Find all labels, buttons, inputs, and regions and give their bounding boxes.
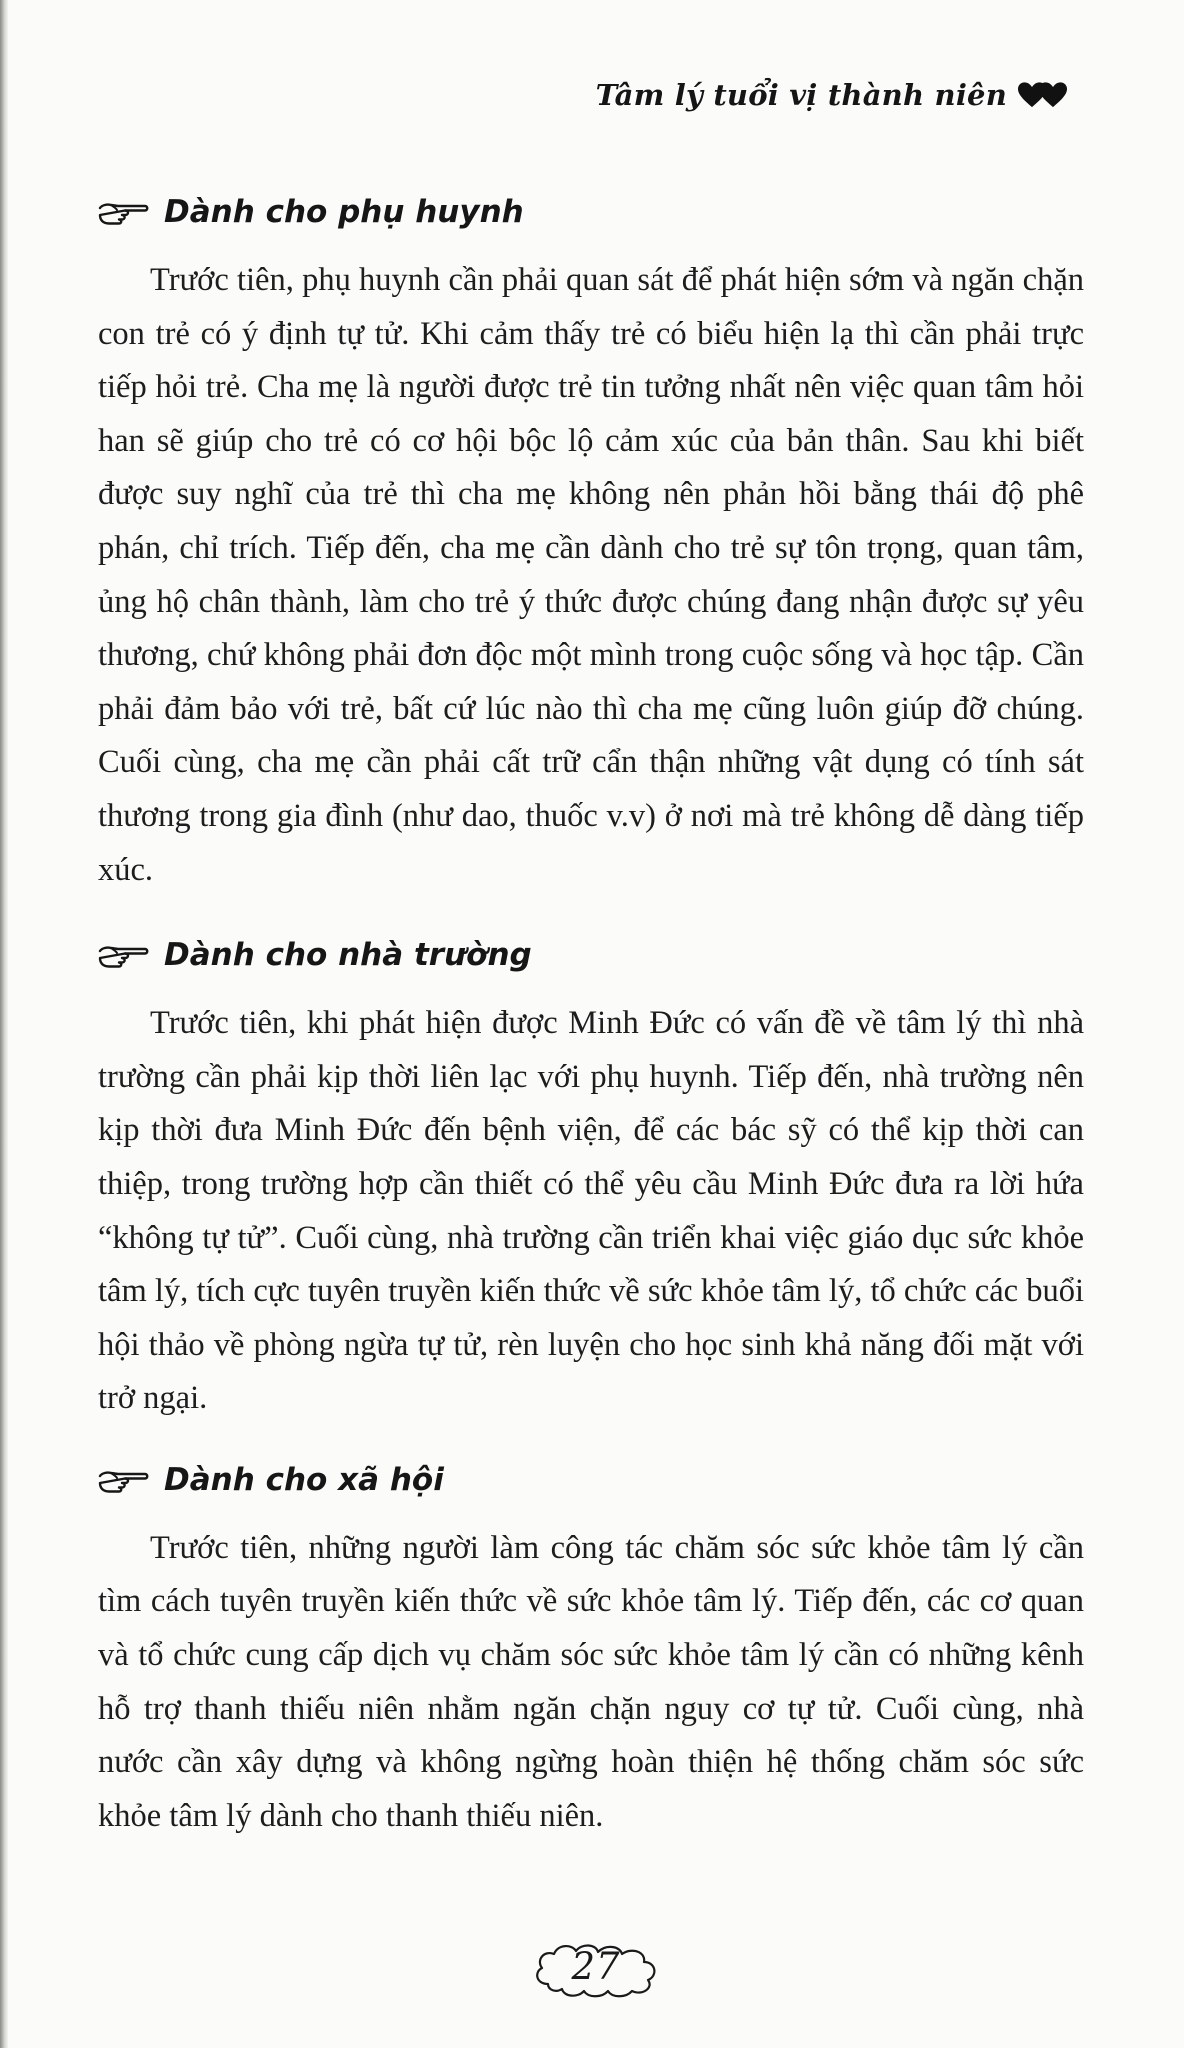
heart-icon — [1038, 81, 1068, 109]
running-header — [596, 78, 1068, 112]
header-title: Tâm lý tuổi vị thành niên — [595, 78, 1007, 112]
pointing-hand-icon — [98, 1467, 150, 1493]
section-heading-text: Dành cho xã hội — [164, 1461, 444, 1498]
section-heading — [98, 1450, 1084, 1510]
section-heading-text: Dành cho phụ huynh — [164, 194, 524, 230]
two-hearts-icon — [1017, 81, 1068, 109]
section-paragraph: Trước tiên, phụ huynh cần phải quan sát để phát hiện sớm và ngăn chặn con trẻ có ý định tự tử. Khi cảm thấy trẻ có biểu hiện lạ thì cần phải trực tiếp hỏi trẻ. Cha mẹ là người được trẻ tin tưởng nhất nên việc quan tâm hỏi han sẽ giúp cho trẻ có cơ hội bộc lộ cảm xúc của bản thân. Sau khi biết được suy nghĩ của trẻ thì cha mẹ không nên phản hồi bằng thái độ phê phán, chỉ trích. Tiếp đến, cha mẹ cần dành cho trẻ sự tôn trọng, quan tâm, ủng hộ chân thành, làm cho trẻ ý thức được chúng đang nhận được sự yêu thương, chứ không phải đơn độc một mình trong cuộc sống và học tập. Cần phải đảm bảo với trẻ, bất cứ lúc nào thì cha mẹ cũng luôn giúp đỡ chúng. Cuối cùng, cha mẹ cần phải cất trữ cẩn thận những vật dụng có tính sát thương trong gia đình (như dao, thuốc v.v) ở nơi mà trẻ không dễ dàng tiếp xúc. — [98, 262, 1084, 888]
book-spine-edge — [0, 0, 8, 2048]
section-paragraph: Trước tiên, những người làm công tác chăm sóc sức khỏe tâm lý cần tìm cách tuyên truyền kiến thức về sức khỏe tâm lý. Tiếp đến, các cơ quan và tổ chức cung cấp dịch vụ chăm sóc sức khỏe tâm lý cần có những kênh hỗ trợ thanh thiếu niên nhằm ngăn chặn nguy cơ tự tử. Cuối cùng, nhà nước cần xây dựng và không ngừng hoàn thiện hệ thống chăm sóc sức khỏe tâm lý dành cho thanh thiếu niên. — [98, 1529, 1084, 1834]
section-parents — [98, 182, 1084, 897]
pointing-hand-icon — [98, 942, 150, 968]
section-heading — [98, 925, 1084, 985]
section-society — [98, 1450, 1084, 1844]
section-heading-text: Dành cho nhà trường — [164, 937, 532, 974]
pointing-hand-icon — [98, 199, 150, 225]
page-number: 27 — [571, 1945, 621, 1988]
page-content — [98, 182, 1084, 1843]
page-number-badge — [530, 1938, 662, 2000]
section-paragraph: Trước tiên, khi phát hiện được Minh Đức có vấn đề về tâm lý thì nhà trường cần phải kịp thời liên lạc với phụ huynh. Tiếp đến, nhà trường nên kịp thời đưa Minh Đức đến bệnh viện, để các bác sỹ có thể kịp thời can thiệp, trong trường hợp cần thiết có thể yêu cầu Minh Đức đưa ra lời hứa “không tự tử”. Cuối cùng, nhà trường cần triển khai việc giáo dục sức khỏe tâm lý, tích cực tuyên truyền kiến thức về sức khỏe tâm lý, tổ chức các buổi hội thảo về phòng ngừa tự tử, rèn luyện cho học sinh khả năng đối mặt với trở ngại. — [98, 1005, 1084, 1417]
section-heading — [98, 182, 1084, 242]
section-school — [98, 925, 1084, 1426]
